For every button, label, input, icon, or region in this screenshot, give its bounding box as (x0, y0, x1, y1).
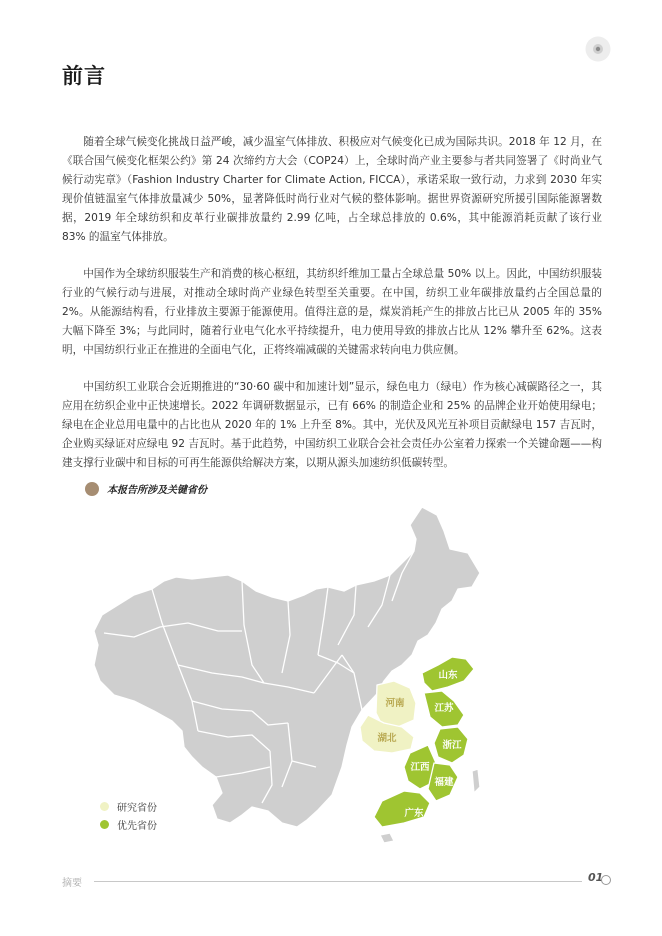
paragraph-1: 随着全球气候变化挑战日益严峻，减少温室气体排放、积极应对气候变化已成为国际共识。2018 年 12 月，在《联合国气候变化框架公约》第 24 次缔约方大会（COP24）上，全球时尚产业主要参与者共同签署了《时尚业气候行动宪章》（Fashion Industry Charter for Climate Action, FICCA），承诺采取一致行动，力求到 2030 年实现价值链温室气体排放量减少 50%，显著降低时尚行业对气候的整体影响。据世界资源研究所援引国际能源署数据，2019 年全球纺织和皮革行业碳排放量约 2.99 亿吨，占全球总排放的 0.6%，其中能源消耗贡献了该行业 83% 的温室气体排放。 (62, 136, 602, 243)
label-henan: 河南 (385, 698, 405, 709)
footer-divider (94, 881, 582, 882)
page-corner-icon (585, 36, 611, 62)
legend-label-research: 研究省份 (117, 802, 157, 814)
label-shandong: 山东 (438, 670, 458, 681)
legend-item-research (100, 797, 157, 815)
map-legend (100, 797, 157, 833)
label-guangdong: 广东 (404, 808, 424, 819)
legend-swatch-research (100, 802, 109, 811)
label-jiangsu: 江苏 (434, 703, 454, 714)
page-title: 前言 (62, 64, 106, 88)
legend-label-priority: 优先省份 (117, 820, 157, 832)
label-zhejiang: 浙江 (442, 740, 462, 751)
paragraph-3: 中国纺织工业联合会近期推进的“30·60 碳中和加速计划”显示，绿色电力（绿电）作为核心减碳路径之一，其应用在纺织企业中正快速增长。2022 年调研数据显示，已有 66% 的制造企业和 25% 的品牌企业开始使用绿电；绿电在企业总用电量中的占比也从 2020 年的 1% 上升至 8%。其中，光伏及风光互补项目贡献绿电 157 吉瓦时，企业购买绿证对应绿电 92 吉瓦时。基于此趋势，中国纺织工业联合会社会责任办公室着力探索一个关键命题——构建支撑行业碳中和目标的可再生能源供给解决方案，以期从源头加速纺织低碳转型。 (62, 381, 602, 469)
map-section-label: 本报告所涉及关键省份 (107, 485, 207, 496)
china-map-svg (92, 505, 532, 845)
map-section-heading (85, 481, 207, 496)
map-base (94, 507, 480, 843)
label-fujian: 福建 (434, 777, 454, 788)
footer-section-label: 摘要 (62, 878, 82, 889)
body-text (62, 133, 602, 491)
china-map (92, 505, 532, 845)
legend-swatch-priority (100, 820, 109, 829)
label-hubei: 湖北 (377, 733, 397, 744)
label-jiangxi: 江西 (410, 762, 430, 773)
island-taiwan (472, 769, 480, 793)
paragraph-2: 中国作为全球纺织服装生产和消费的核心枢纽，其纺织纤维加工量占全球总量 50% 以上。因此，中国纺织服装行业的气候行动与进展，对推动全球时尚产业绿色转型至关重要。在中国，纺织工业年碳排放量约占全国总量的 2%。从能源结构看，行业排放主要源于能源使用。值得注意的是，煤炭消耗产生的排放占比已从 2005 年的 35% 大幅下降至 3%；与此同时，随着行业电气化水平持续提升，电力使用导致的排放占比从 12% 攀升至 62%。这表明，中国纺织行业正在推进的全面电气化，正将终端减碳的关键需求转向电力供应侧。 (62, 268, 602, 356)
legend-item-priority (100, 815, 157, 833)
island-hainan (380, 833, 394, 843)
footer-page-number: 01 (588, 871, 604, 884)
section-bullet-icon (85, 482, 99, 496)
footer-circle-icon (601, 875, 611, 885)
